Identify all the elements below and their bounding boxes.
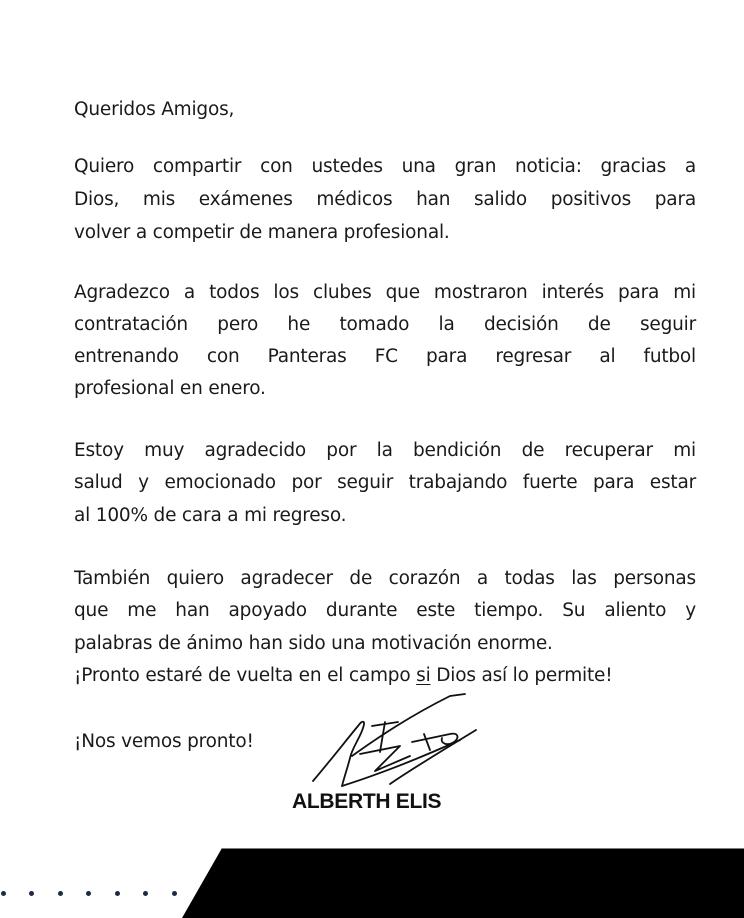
paragraph-line: salud y emocionado por seguir trabajando fuerte para estar: [74, 472, 696, 493]
closing-line: ¡Nos vemos pronto!: [74, 731, 254, 752]
paragraph-line: palabras de ánimo han sido una motivación enorme.: [74, 633, 553, 654]
dot-icon: [258, 891, 263, 896]
paragraph-line: al 100% de cara a mi regreso.: [74, 505, 347, 526]
dot-icon: [201, 891, 206, 896]
dot-icon: [172, 891, 177, 896]
text-segment: Dios así lo permite!: [430, 665, 613, 686]
signer-name: ALBERTH ELIS: [292, 790, 442, 813]
paragraph-line: volver a competir de manera profesional.: [74, 222, 450, 243]
underlined-word: si: [416, 665, 431, 686]
decorative-dots: [0, 891, 280, 897]
paragraph-line: que me han apoyado durante este tiempo. Su aliento y: [74, 600, 696, 621]
dot-icon: [1, 891, 6, 896]
paragraph-line: Estoy muy agradecido por la bendición de recuperar mi: [74, 440, 696, 461]
paragraph-line: Dios, mis exámenes médicos han salido positivos para: [74, 189, 696, 210]
paragraph-line: Quiero compartir con ustedes una gran noticia: gracias a: [74, 156, 696, 177]
paragraph-line-final: [74, 664, 696, 688]
dot-icon: [229, 891, 234, 896]
paragraph-line: También quiero agradecer de corazón a todas las personas: [74, 568, 696, 589]
text-segment: ¡Pronto estaré de vuelta en el campo: [74, 665, 417, 686]
paragraph-line: profesional en enero.: [74, 378, 266, 399]
dot-icon: [143, 891, 148, 896]
paragraph-line: Agradezco a todos los clubes que mostraron interés para mi: [74, 282, 696, 303]
greeting: Queridos Amigos,: [74, 99, 235, 120]
signature-icon: [300, 686, 490, 791]
dot-icon: [86, 891, 91, 896]
dot-icon: [58, 891, 63, 896]
dot-icon: [115, 891, 120, 896]
paragraph-line: contratación pero he tomado la decisión de seguir: [74, 314, 696, 335]
dot-icon: [29, 891, 34, 896]
paragraph-line: entrenando con Panteras FC para regresar al futbol: [74, 346, 696, 367]
